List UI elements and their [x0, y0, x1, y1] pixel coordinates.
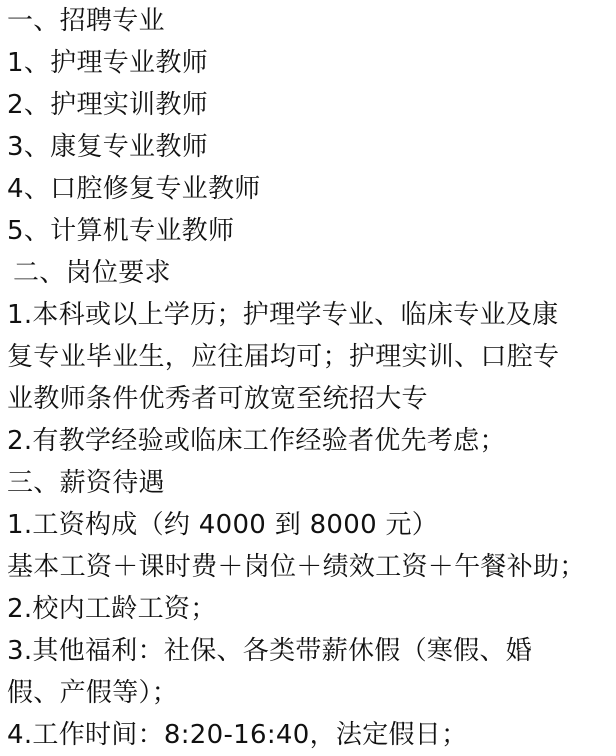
section-heading-requirements: 二、岗位要求 — [13, 258, 171, 288]
requirement-line: 2.有教学经验或临床工作经验者优先考虑； — [7, 426, 506, 456]
salary-line: 2.校内工龄工资； — [7, 594, 217, 624]
list-item: 4、口腔修复专业教师 — [7, 174, 261, 204]
list-item: 3、康复专业教师 — [7, 132, 208, 162]
list-item: 1、护理专业教师 — [7, 48, 208, 78]
requirement-line: 1.本科或以上学历；护理学专业、临床专业及康 — [7, 300, 559, 330]
salary-line: 基本工资＋课时费＋岗位＋绩效工资＋午餐补助； — [7, 552, 586, 582]
requirement-line: 复专业毕业生，应往届均可；护理实训、口腔专 — [7, 342, 560, 372]
requirement-line: 业教师条件优秀者可放宽至统招大专 — [7, 384, 428, 414]
salary-line: 假、产假等）； — [7, 678, 179, 708]
salary-line: 1.工资构成（约 4000 到 8000 元） — [7, 510, 439, 540]
salary-line: 3.其他福利：社保、各类带薪休假（寒假、婚 — [7, 636, 533, 666]
list-item: 5、计算机专业教师 — [7, 216, 235, 246]
list-item: 2、护理实训教师 — [7, 90, 208, 120]
section-heading-salary: 三、薪资待遇 — [7, 468, 165, 498]
section-heading-recruit: 一、招聘专业 — [7, 6, 165, 36]
salary-line: 4.工作时间：8:20-16:40，法定假日； — [7, 720, 468, 750]
